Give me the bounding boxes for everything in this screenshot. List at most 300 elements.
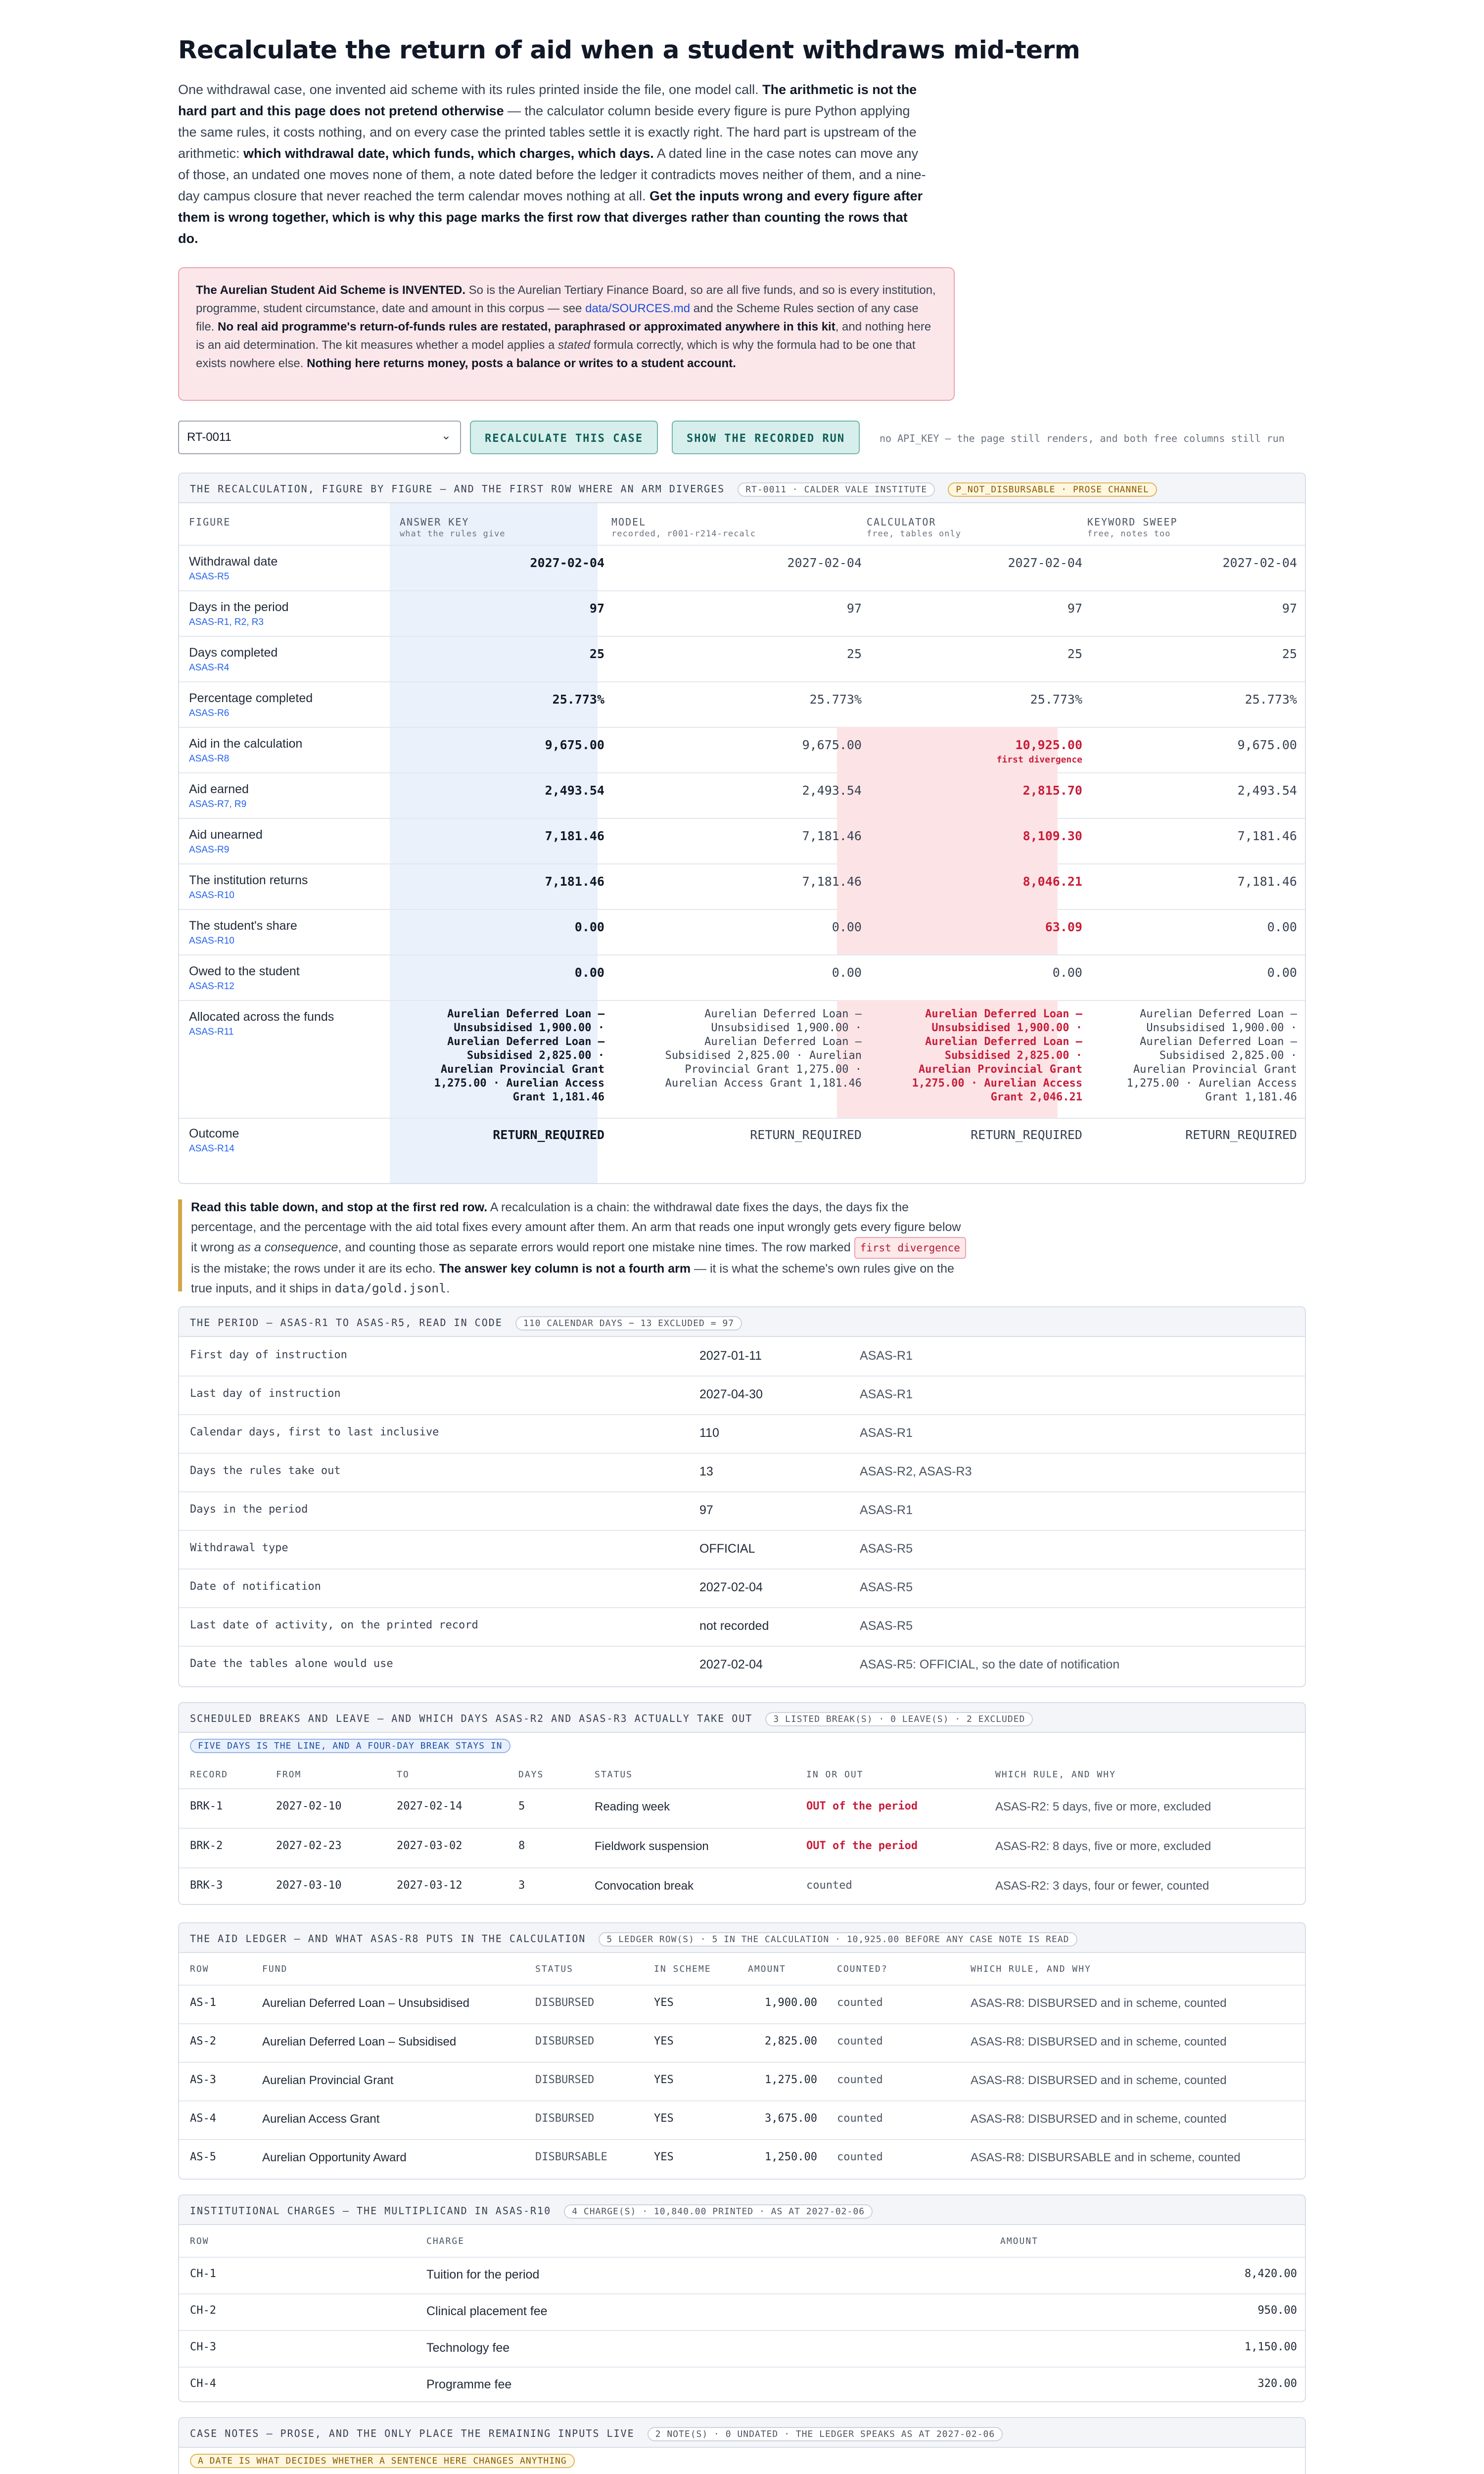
value-model: 2027-02-04 (787, 556, 862, 570)
period-value: 2027-01-11 (699, 1349, 762, 1363)
figure-label: Aid in the calculation (189, 737, 303, 751)
charges-title: INSTITUTIONAL CHARGES — THE MULTIPLICAND IN ASAS-R10 (190, 2205, 552, 2217)
charge-name: Technology fee (426, 2341, 510, 2355)
ledger-why: ASAS-R8: DISBURSED and in scheme, counted (971, 2074, 1227, 2087)
breaks-col-header: WHICH RULE, AND WHY (995, 1769, 1116, 1780)
value-sweep: 0.00 (1267, 920, 1297, 934)
figure-label: Owed to the student (189, 964, 300, 978)
ledger-status: DISBURSED (535, 2074, 595, 2086)
first-divergence-tag: first divergence (854, 1237, 966, 1259)
period-label: Calendar days, first to last inclusive (190, 1426, 439, 1438)
break-from: 2027-02-10 (276, 1800, 342, 1812)
read-note-text: is the mistake; the rows under it are its echo. (191, 1262, 439, 1276)
ledger-scheme: YES (654, 2035, 674, 2047)
ledger-counted: counted (837, 2074, 883, 2086)
recalculation-header (179, 474, 1305, 503)
breaks-rule-pill: FIVE DAYS IS THE LINE, AND A FOUR-DAY BREAK STAYS IN (190, 1739, 510, 1753)
intro-text-2: — the calculator column beside every figure is pure Python applying the same rules, it costs nothing, and on every case the printed tables settle it is exactly right. The hard part is upstream of the arithmetic: (178, 103, 917, 161)
period-value: 110 (699, 1426, 719, 1440)
ledger-fund: Aurelian Access Grant (262, 2112, 380, 2126)
break-why: ASAS-R2: 5 days, five or more, excluded (995, 1800, 1211, 1813)
show-recorded-run-button[interactable]: SHOW THE RECORDED RUN (672, 421, 860, 454)
ledger-col-header: AMOUNT (748, 1964, 787, 1974)
break-days: 5 (518, 1800, 525, 1812)
period-rule: ASAS-R5 (860, 1542, 913, 1556)
value-sweep: 25.773% (1245, 692, 1297, 707)
breaks-body (179, 1762, 1306, 1905)
allocation-line-sweep: Grant 1,181.46 (1205, 1091, 1297, 1103)
period-body (179, 1337, 1306, 1687)
charges-col-header: AMOUNT (1000, 2236, 1039, 2246)
rule-ref: ASAS-R14 (189, 1143, 234, 1154)
value-key: 25.773% (552, 692, 604, 707)
figure-label: Percentage completed (189, 691, 313, 705)
allocation-line-key: Aurelian Deferred Loan – (447, 1008, 604, 1020)
outcome-key: RETURN_REQUIRED (493, 1128, 604, 1142)
break-record: BRK-2 (190, 1840, 223, 1852)
break-status: Convocation break (595, 1879, 694, 1893)
value-key: 2,493.54 (545, 783, 604, 798)
ledger-pill: 5 LEDGER ROW(S) · 5 IN THE CALCULATION · 10,925.00 BEFORE ANY CASE NOTE IS READ (599, 1932, 1077, 1947)
ledger-col-header: COUNTED? (837, 1964, 888, 1974)
charge-amount: 8,420.00 (1245, 2268, 1297, 2280)
value-key: 2027-02-04 (530, 556, 604, 570)
value-calc: 63.09 (1045, 920, 1082, 934)
rule-ref: ASAS-R7, R9 (189, 799, 247, 809)
break-status: Reading week (595, 1800, 670, 1813)
rule-ref: ASAS-R1, R2, R3 (189, 617, 264, 627)
figure-label: Aid unearned (189, 828, 263, 842)
case-select-value: RT-0011 (187, 430, 232, 444)
ledger-fund: Aurelian Provincial Grant (262, 2074, 394, 2087)
outcome-sweep: RETURN_REQUIRED (1185, 1128, 1297, 1142)
period-label: Last day of instruction (190, 1387, 341, 1400)
value-sweep: 97 (1282, 601, 1297, 616)
ledger-col-header: ROW (190, 1964, 209, 1974)
allocation-line-sweep: Unsubsidised 1,900.00 · (1146, 1022, 1297, 1034)
value-key: 9,675.00 (545, 738, 604, 752)
value-model: 7,181.46 (802, 829, 862, 843)
allocation-line-model: Aurelian Deferred Loan – (704, 1036, 862, 1048)
column-subheader-2: recorded, r001-r214-recalc (611, 529, 756, 539)
value-model: 25.773% (809, 692, 862, 707)
value-model: 97 (846, 601, 862, 616)
notes-rule-pill: A DATE IS WHAT DECIDES WHETHER A SENTENCE HERE CHANGES ANYTHING (190, 2454, 575, 2468)
figure-row (179, 818, 1306, 863)
outcome-calc: RETURN_REQUIRED (971, 1128, 1082, 1142)
charge-row-id: CH-4 (190, 2378, 216, 2390)
ledger-col-header: STATUS (535, 1964, 574, 1974)
break-from: 2027-02-23 (276, 1840, 342, 1852)
breaks-header (179, 1703, 1305, 1733)
figure-label: Aid earned (189, 782, 249, 796)
rule-ref: ASAS-R10 (189, 890, 234, 901)
value-model: 9,675.00 (802, 738, 862, 752)
warning-text: So is the Aurelian Tertiary Finance Board, so are all five funds, and so is every institution, programme, student circumstance, date and amount in this corpus — see (196, 284, 936, 315)
figure-row (179, 954, 1306, 1000)
period-rule: ASAS-R1 (860, 1426, 913, 1440)
breaks-col-header: TO (397, 1769, 410, 1780)
figure-row (179, 681, 1306, 727)
figure-label: The institution returns (189, 873, 308, 887)
figure-label: Days in the period (189, 600, 289, 614)
figure-row (179, 636, 1306, 681)
period-rule: ASAS-R2, ASAS-R3 (860, 1465, 972, 1478)
charge-name: Programme fee (426, 2378, 512, 2391)
break-why: ASAS-R2: 8 days, five or more, excluded (995, 1840, 1211, 1853)
period-value: 2027-02-04 (699, 1580, 763, 1594)
case-select[interactable] (178, 421, 461, 454)
allocation-line-model: Unsubsidised 1,900.00 · (711, 1022, 862, 1034)
figure-row (179, 590, 1306, 636)
charge-name: Tuition for the period (426, 2268, 540, 2282)
value-key: 7,181.46 (545, 874, 604, 889)
controls-bar (178, 421, 1306, 455)
period-label: Days in the period (190, 1503, 308, 1516)
case-notes-table (178, 2417, 1306, 2474)
breaks-table (178, 1702, 1306, 1905)
api-key-note: no API_KEY — the page still renders, and both free columns still run (880, 432, 1285, 444)
recalculate-button[interactable]: RECALCULATE THIS CASE (470, 421, 658, 454)
charge-row (179, 2257, 1306, 2293)
intro-paragraph (178, 79, 930, 249)
figure-row (179, 863, 1306, 909)
ledger-amount: 1,275.00 (765, 2074, 817, 2086)
figure-label: Days completed (189, 646, 278, 660)
aid-ledger-table (178, 1922, 1306, 2180)
allocation-line-calc: Aurelian Provincial Grant (918, 1063, 1082, 1076)
charge-row (179, 2293, 1306, 2330)
value-model: 25 (846, 647, 862, 661)
read-note-text: . (446, 1282, 450, 1295)
allocation-line-model: Subsidised 2,825.00 · Aurelian (665, 1049, 862, 1062)
rule-ref: ASAS-R6 (189, 708, 230, 718)
ledger-fund: Aurelian Opportunity Award (262, 2151, 407, 2164)
allocation-line-calc: Grant 2,046.21 (990, 1091, 1082, 1103)
allocation-line-model: Aurelian Deferred Loan – (704, 1008, 862, 1020)
ledger-counted: counted (837, 2035, 883, 2047)
period-rule: ASAS-R5: OFFICIAL, so the date of notification (860, 1658, 1120, 1671)
break-record: BRK-3 (190, 1879, 223, 1892)
break-from: 2027-03-10 (276, 1879, 342, 1892)
period-pill: 110 CALENDAR DAYS − 13 EXCLUDED = 97 (515, 1316, 742, 1331)
figure-row (179, 545, 1306, 590)
rule-ref: ASAS-R5 (189, 571, 230, 582)
warning-bold: Nothing here returns money, posts a balance or writes to a student account. (307, 357, 736, 370)
figure-label: The student's share (189, 919, 297, 933)
charges-pill: 4 CHARGE(S) · 10,840.00 PRINTED · AS AT 2027-02-06 (564, 2204, 873, 2219)
intro-bold-3: Get the inputs wrong and every figure after them is wrong together, which is why this page marks the first row that diverges rather than counting the rows that do. (178, 189, 923, 246)
ledger-amount: 2,825.00 (765, 2035, 817, 2047)
ledger-amount: 1,900.00 (765, 1997, 817, 2009)
allocation-line-key: 1,275.00 · Aurelian Access (434, 1077, 604, 1090)
ledger-col-header: WHICH RULE, AND WHY (971, 1964, 1091, 1974)
period-title: THE PERIOD — ASAS-R1 TO ASAS-R5, READ IN CODE (190, 1317, 503, 1329)
ledger-counted: counted (837, 2112, 883, 2125)
period-label: Date of notification (190, 1580, 321, 1593)
charge-row (179, 2330, 1306, 2367)
allocation-line-calc: 1,275.00 · Aurelian Access (912, 1077, 1082, 1090)
chevron-down-icon: ⌄ (441, 429, 451, 442)
read-note-text: — it is what the scheme's own rules give on the true inputs, and it ships in (191, 1262, 954, 1295)
figure-label: Allocated across the funds (189, 1010, 334, 1024)
break-status: Fieldwork suspension (595, 1840, 709, 1853)
break-inout: counted (806, 1879, 852, 1892)
allocation-line-model: Aurelian Access Grant 1,181.46 (665, 1077, 862, 1090)
period-label: Date the tables alone would use (190, 1658, 393, 1670)
rule-ref: ASAS-R10 (189, 936, 234, 946)
ledger-why: ASAS-R8: DISBURSED and in scheme, counted (971, 1997, 1227, 2010)
value-key: 0.00 (574, 920, 604, 934)
rule-ref: ASAS-R12 (189, 981, 234, 992)
period-value: 97 (699, 1503, 713, 1517)
charge-row-id: CH-3 (190, 2341, 216, 2353)
allocation-line-model: Provincial Grant 1,275.00 · (685, 1063, 862, 1076)
read-note-italic: as a consequence (237, 1240, 338, 1254)
warning-italic: stated (557, 338, 591, 352)
value-key: 97 (589, 601, 604, 616)
charges-body (179, 2225, 1306, 2402)
intro-bold-2: which withdrawal date, which funds, which charges, which days. (243, 146, 654, 161)
notes-title: CASE NOTES — PROSE, AND THE ONLY PLACE THE REMAINING INPUTS LIVE (190, 2427, 635, 2439)
ledger-title: THE AID LEDGER — AND WHAT ASAS-R8 PUTS IN THE CALCULATION (190, 1933, 586, 1945)
charge-row (179, 2367, 1306, 2402)
figure-row (179, 909, 1306, 954)
allocation-line-sweep: Aurelian Provincial Grant (1133, 1063, 1297, 1076)
rule-ref: ASAS-R11 (189, 1027, 234, 1037)
divergence-cell-bg (837, 909, 1058, 954)
break-to: 2027-03-02 (397, 1840, 463, 1852)
allocation-line-calc: Aurelian Deferred Loan – (925, 1036, 1082, 1048)
ledger-scheme: YES (654, 1997, 674, 2009)
period-value: 2027-02-04 (699, 1658, 763, 1671)
figure-row (179, 772, 1306, 818)
period-value: 13 (699, 1465, 713, 1478)
period-table (178, 1306, 1306, 1687)
rule-ref: ASAS-R9 (189, 845, 230, 855)
ledger-amount: 1,250.00 (765, 2151, 817, 2163)
breaks-title: SCHEDULED BREAKS AND LEAVE — AND WHICH DAYS ASAS-R2 AND ASAS-R3 ACTUALLY TAKE OUT (190, 1713, 753, 1724)
first-divergence-label: first divergence (996, 755, 1082, 765)
notes-pill: 2 NOTE(S) · 0 UNDATED · THE LEDGER SPEAKS AS AT 2027-02-06 (648, 2427, 1003, 2441)
breaks-col-header: RECORD (190, 1769, 229, 1780)
charges-col-header: CHARGE (426, 2236, 465, 2246)
ledger-row: AS-2 (190, 2035, 216, 2047)
ledger-scheme: YES (654, 2074, 674, 2086)
column-header-1: ANSWER KEY (400, 516, 469, 528)
column-subheader-1: what the rules give (400, 529, 506, 539)
allocation-line-sweep: Aurelian Deferred Loan – (1140, 1008, 1297, 1020)
charge-amount: 950.00 (1257, 2304, 1297, 2317)
read-note-bold: Read this table down, and stop at the first red row. (191, 1200, 488, 1214)
break-why: ASAS-R2: 3 days, four or fewer, counted (995, 1879, 1209, 1893)
break-days: 8 (518, 1840, 525, 1852)
value-model: 0.00 (832, 920, 862, 934)
warning-bold: No real aid programme's return-of-funds rules are restated, paraphrased or approximated anywhere in this kit (218, 320, 835, 333)
break-inout: OUT of the period (806, 1800, 918, 1812)
column-subheader-4: free, notes too (1087, 529, 1171, 539)
period-label: Days the rules take out (190, 1465, 341, 1477)
value-sweep: 2,493.54 (1237, 783, 1297, 798)
allocation-line-sweep: Aurelian Deferred Loan – (1140, 1036, 1297, 1048)
value-calc: 10,925.00 (1015, 738, 1082, 752)
allocation-line-calc: Aurelian Deferred Loan – (925, 1008, 1082, 1020)
breaks-col-header: FROM (276, 1769, 302, 1780)
value-key: 7,181.46 (545, 829, 604, 843)
ledger-status: DISBURSED (535, 2112, 595, 2125)
ledger-header (179, 1923, 1305, 1953)
value-calc: 25 (1067, 647, 1082, 661)
break-record: BRK-1 (190, 1800, 223, 1812)
breaks-col-header: STATUS (595, 1769, 633, 1780)
ledger-fund: Aurelian Deferred Loan – Unsubsidised (262, 1997, 469, 2010)
ledger-row: AS-3 (190, 2074, 216, 2086)
break-to: 2027-02-14 (397, 1800, 463, 1812)
column-subheader-3: free, tables only (867, 529, 961, 539)
charges-header (179, 2195, 1305, 2225)
ledger-status: DISBURSED (535, 1997, 595, 2009)
warning-text: formula correctly, which is why the formula had to be one that exists nowhere else. (196, 338, 916, 370)
allocation-line-key: Unsubsidised 1,900.00 · (454, 1022, 604, 1034)
value-sweep: 25 (1282, 647, 1297, 661)
charge-amount: 1,150.00 (1245, 2341, 1297, 2353)
case-pill: RT-0011 · CALDER VALE INSTITUTE (738, 482, 935, 497)
period-label: First day of instruction (190, 1349, 347, 1361)
period-rule: ASAS-R1 (860, 1387, 913, 1401)
allocation-line-calc: Unsubsidised 1,900.00 · (931, 1022, 1082, 1034)
period-rule: ASAS-R1 (860, 1349, 913, 1363)
period-rule: ASAS-R5 (860, 1580, 913, 1594)
recalculation-title: THE RECALCULATION, FIGURE BY FIGURE — AND THE FIRST ROW WHERE AN ARM DIVERGES (190, 483, 725, 495)
charge-row-id: CH-2 (190, 2304, 216, 2317)
period-row (179, 1453, 1306, 1491)
allocation-line-key: Aurelian Deferred Loan – (447, 1036, 604, 1048)
allocation-line-calc: Subsidised 2,825.00 · (944, 1049, 1082, 1062)
ledger-why: ASAS-R8: DISBURSABLE and in scheme, counted (971, 2151, 1241, 2164)
breaks-pill: 3 LISTED BREAK(S) · 0 LEAVE(S) · 2 EXCLUDED (765, 1712, 1033, 1726)
outcome-model: RETURN_REQUIRED (750, 1128, 862, 1142)
value-calc: 0.00 (1052, 965, 1082, 980)
read-note-text: , and counting those as separate errors would report one mistake nine times. The row marked (338, 1240, 854, 1254)
charge-row-id: CH-1 (190, 2268, 216, 2280)
ledger-counted: counted (837, 1997, 883, 2009)
column-header-4: KEYWORD SWEEP (1087, 516, 1178, 528)
intro-text-3: A dated line in the case notes can move any of those, an undated one moves none of them, a note dated before the ledger it contradicts moves neither of them, and a nine-day campus closure that never reached the term calendar moves nothing at all. (178, 146, 926, 203)
ledger-status: DISBURSABLE (535, 2151, 607, 2163)
gold-file-code: data/gold.jsonl (334, 1281, 447, 1295)
breaks-col-header: IN OR OUT (806, 1769, 864, 1780)
breaks-col-header: DAYS (518, 1769, 544, 1780)
charges-col-header: ROW (190, 2236, 209, 2246)
read-note-text: A recalculation is a chain: the withdrawal date fixes the days, the days fix the percentage, and the percentage with the aid total fixes every amount after them. An arm that reads one input wrongly gets every figure below it wrong (191, 1200, 961, 1254)
warning-text: and the Scheme Rules section of any case file. (196, 302, 919, 333)
sources-link[interactable]: data/SOURCES.md (585, 302, 691, 315)
period-rule: ASAS-R5 (860, 1619, 913, 1633)
notes-header (179, 2418, 1305, 2448)
column-header-3: CALCULATOR (867, 516, 936, 528)
value-key: 0.00 (574, 965, 604, 980)
allocation-line-key: Grant 1,181.46 (512, 1091, 604, 1103)
break-to: 2027-03-12 (397, 1879, 463, 1892)
period-label: Last date of activity, on the printed record (190, 1619, 478, 1631)
page-title: Recalculate the return of aid when a student withdraws mid-term (178, 36, 1080, 64)
allocation-line-sweep: Subsidised 2,825.00 · (1159, 1049, 1297, 1062)
break-inout: OUT of the period (806, 1840, 918, 1852)
ledger-scheme: YES (654, 2112, 674, 2125)
figure-label: Withdrawal date (189, 555, 278, 569)
read-note (191, 1197, 968, 1298)
ledger-body (179, 1953, 1306, 2180)
warning-text: , and nothing here is an aid determination. The kit measures whether a model applies a (196, 320, 931, 352)
ledger-amount: 3,675.00 (765, 2112, 817, 2125)
period-row (179, 1491, 1306, 1530)
value-model: 0.00 (832, 965, 862, 980)
value-calc: 8,046.21 (1022, 874, 1082, 889)
value-calc: 2,815.70 (1022, 783, 1082, 798)
ledger-row: AS-1 (190, 1997, 216, 2009)
ledger-col-header: IN SCHEME (654, 1964, 711, 1974)
period-label: Withdrawal type (190, 1542, 288, 1554)
value-key: 25 (589, 647, 604, 661)
figure-label: Outcome (189, 1127, 239, 1141)
ledger-why: ASAS-R8: DISBURSED and in scheme, counted (971, 2112, 1227, 2126)
ledger-row: AS-5 (190, 2151, 216, 2163)
value-calc: 2027-02-04 (1008, 556, 1082, 570)
charges-table (178, 2194, 1306, 2402)
period-value: OFFICIAL (699, 1542, 755, 1556)
period-header (179, 1307, 1305, 1337)
value-sweep: 9,675.00 (1237, 738, 1297, 752)
charge-name: Clinical placement fee (426, 2304, 548, 2318)
column-header-0: FIGURE (189, 516, 231, 528)
note-accent-bar (178, 1199, 182, 1291)
allocation-line-key: Aurelian Provincial Grant (440, 1063, 604, 1076)
column-header-2: MODEL (611, 516, 647, 528)
ledger-why: ASAS-R8: DISBURSED and in scheme, counted (971, 2035, 1227, 2048)
period-value: not recorded (699, 1619, 769, 1633)
status-pill: P_NOT_DISBURSABLE · PROSE CHANNEL (948, 482, 1157, 497)
value-calc: 25.773% (1030, 692, 1082, 707)
period-rule: ASAS-R1 (860, 1503, 913, 1517)
ledger-fund: Aurelian Deferred Loan – Subsidised (262, 2035, 457, 2048)
recalculation-table (178, 473, 1306, 1184)
ledger-scheme: YES (654, 2151, 674, 2163)
read-note-bold: The answer key column is not a fourth arm (439, 1262, 691, 1276)
ledger-counted: counted (837, 2151, 883, 2163)
warning-lead: The Aurelian Student Aid Scheme is INVENTED. (196, 284, 465, 297)
value-sweep: 0.00 (1267, 965, 1297, 980)
ledger-row: AS-4 (190, 2112, 216, 2125)
value-model: 7,181.46 (802, 874, 862, 889)
value-sweep: 7,181.46 (1237, 829, 1297, 843)
value-sweep: 7,181.46 (1237, 874, 1297, 889)
ledger-col-header: FUND (262, 1964, 288, 1974)
ledger-status: DISBURSED (535, 2035, 595, 2047)
rule-ref: ASAS-R4 (189, 663, 230, 673)
invented-scheme-warning (178, 267, 955, 401)
charge-amount: 320.00 (1257, 2378, 1297, 2390)
allocation-line-sweep: 1,275.00 · Aurelian Access (1126, 1077, 1297, 1090)
figure-row (179, 727, 1306, 772)
rule-ref: ASAS-R8 (189, 754, 230, 764)
break-days: 3 (518, 1879, 525, 1892)
value-sweep: 2027-02-04 (1222, 556, 1297, 570)
intro-bold-1: The arithmetic is not the hard part and this page does not pretend otherwise (178, 82, 917, 118)
allocation-line-key: Subsidised 2,825.00 · (466, 1049, 604, 1062)
recalculation-body (179, 503, 1306, 1184)
intro-text-1: One withdrawal case, one invented aid scheme with its rules printed inside the file, one model call. (178, 82, 759, 97)
value-calc: 97 (1067, 601, 1082, 616)
